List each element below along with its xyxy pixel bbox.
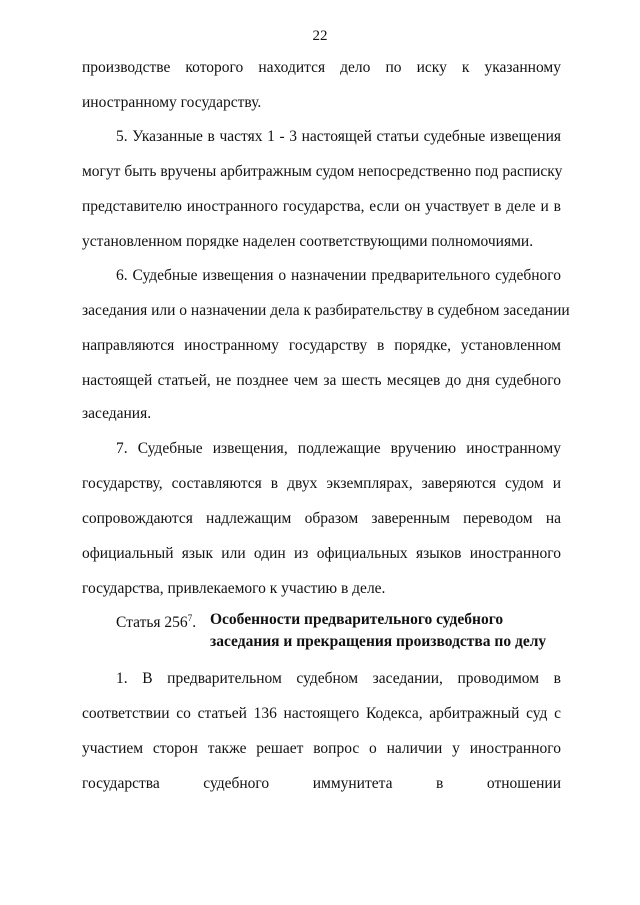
article-label — [116, 609, 196, 632]
text-line: представителю иностранного государства, если он участвует в деле и в — [82, 198, 561, 215]
text-line: государства судебного иммунитета в отношении — [82, 775, 561, 792]
text-line: 7. Судебные извещения, подлежащие вручению иностранному — [116, 440, 561, 457]
text-line: 5. Указанные в частях 1 - 3 настоящей статьи судебные извещения — [116, 128, 561, 145]
text-line: 1. В предварительном судебном заседании, проводимом в — [116, 670, 561, 687]
text-line: настоящей статьей, не позднее чем за шесть месяцев до дня судебного — [82, 372, 561, 389]
text-line: могут быть вручены арбитражным судом непосредственно под расписку — [82, 163, 563, 180]
page-number: 22 — [312, 28, 328, 44]
text-line: установленном порядке наделен соответствующими полномочиями. — [82, 233, 534, 250]
article-title — [210, 609, 570, 653]
text-line: 6. Судебные извещения о назначении предварительного судебного — [116, 267, 561, 284]
article-label-suffix: . — [192, 614, 197, 631]
text-line: направляются иностранному государству в порядке, установленном — [82, 337, 561, 354]
article-label-text: Статья 256 — [116, 614, 188, 631]
text-line: официальный язык или один из официальных языков иностранного — [82, 545, 561, 562]
text-line: государству, составляются в двух экземплярах, заверяются судом и — [82, 475, 561, 492]
text-line: производстве которого находится дело по иску к указанному — [82, 59, 561, 76]
text-line: участием сторон также решает вопрос о наличии у иностранного — [82, 740, 561, 757]
text-line: заседания. — [82, 405, 152, 422]
article-title-line: заседания и прекращения производства по делу — [210, 633, 547, 650]
article-superscript: 7 — [187, 613, 193, 623]
text-line: соответствии со статьей 136 настоящего Кодекса, арбитражный суд с — [82, 705, 561, 722]
article-title-line: Особенности предварительного судебного — [210, 611, 504, 628]
text-line: заседания или о назначении дела к разбирательству в судебном заседании — [82, 302, 570, 319]
text-line: государства, привлекаемого к участию в деле. — [82, 580, 386, 597]
text-line: сопровождаются надлежащим образом заверенным переводом на — [82, 510, 561, 527]
text-line: иностранному государству. — [82, 94, 262, 111]
